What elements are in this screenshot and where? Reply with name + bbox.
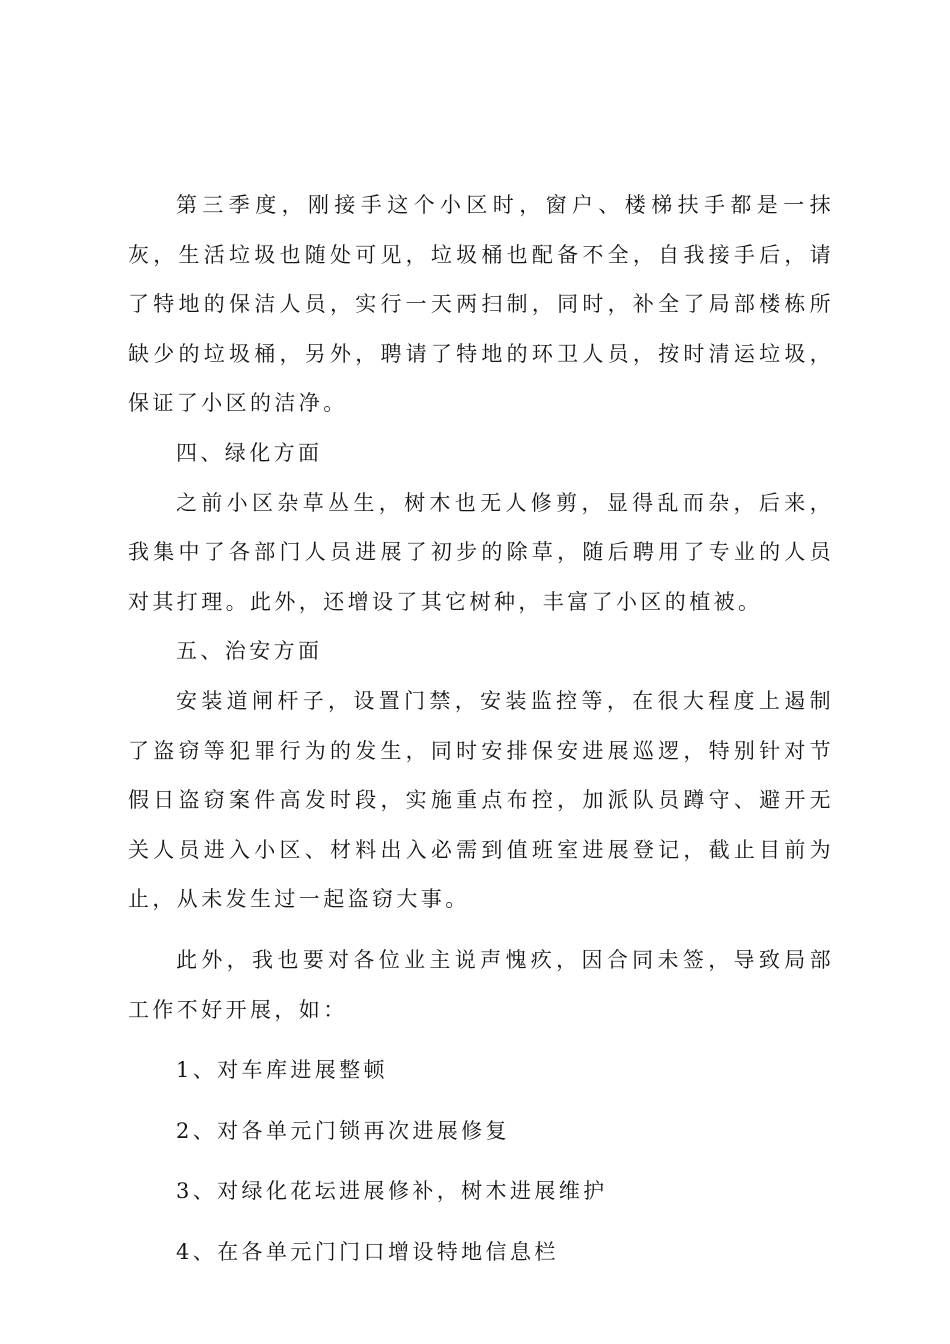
list-item-2: 2、对各单元门锁再次进展修复 [176, 1118, 510, 1143]
paragraph-greening: 之前小区杂草丛生，树木也无人修剪，显得乱而杂，后来，我集中了各部门人员进展了初步的除草，随后聘用了专业的人员对其打理。此外，还增设了其它树种，丰富了小区的植被。 [128, 490, 834, 614]
paragraph-cleaning: 第三季度，刚接手这个小区时，窗户、楼梯扶手都是一抹灰，生活垃圾也随处可见，垃圾桶也配备不全，自我接手后，请了特地的保洁人员，实行一天两扫制，同时，补全了局部楼栋所缺少的垃圾桶，另外，聘请了特地的环卫人员，按时清运垃圾，保证了小区的洁净。 [128, 193, 834, 416]
list-item-4: 4、在各单元门门口增设特地信息栏 [176, 1239, 559, 1264]
heading-security: 五、治安方面 [176, 639, 323, 664]
paragraph-apology: 此外，我也要对各位业主说声愧疚，因合同未签，导致局部工作不好开展，如： [128, 947, 834, 1022]
list-item-3: 3、对绿化花坛进展修补，树木进展维护 [176, 1179, 608, 1204]
heading-greening: 四、绿化方面 [176, 440, 323, 465]
paragraph-security: 安装道闸杆子，设置门禁，安装监控等，在很大程度上遏制了盗窃等犯罪行为的发生，同时安排保安进展巡逻，特别针对节假日盗窃案件高发时段，实施重点布控，加派队员蹲守、避开无关人员进入小区、材料出入必需到值班室进展登记，截止目前为止，从未发生过一起盗窃大事。 [128, 688, 834, 912]
document-body [128, 181, 834, 1277]
list-item-1: 1、对车库进展整顿 [176, 1058, 388, 1083]
